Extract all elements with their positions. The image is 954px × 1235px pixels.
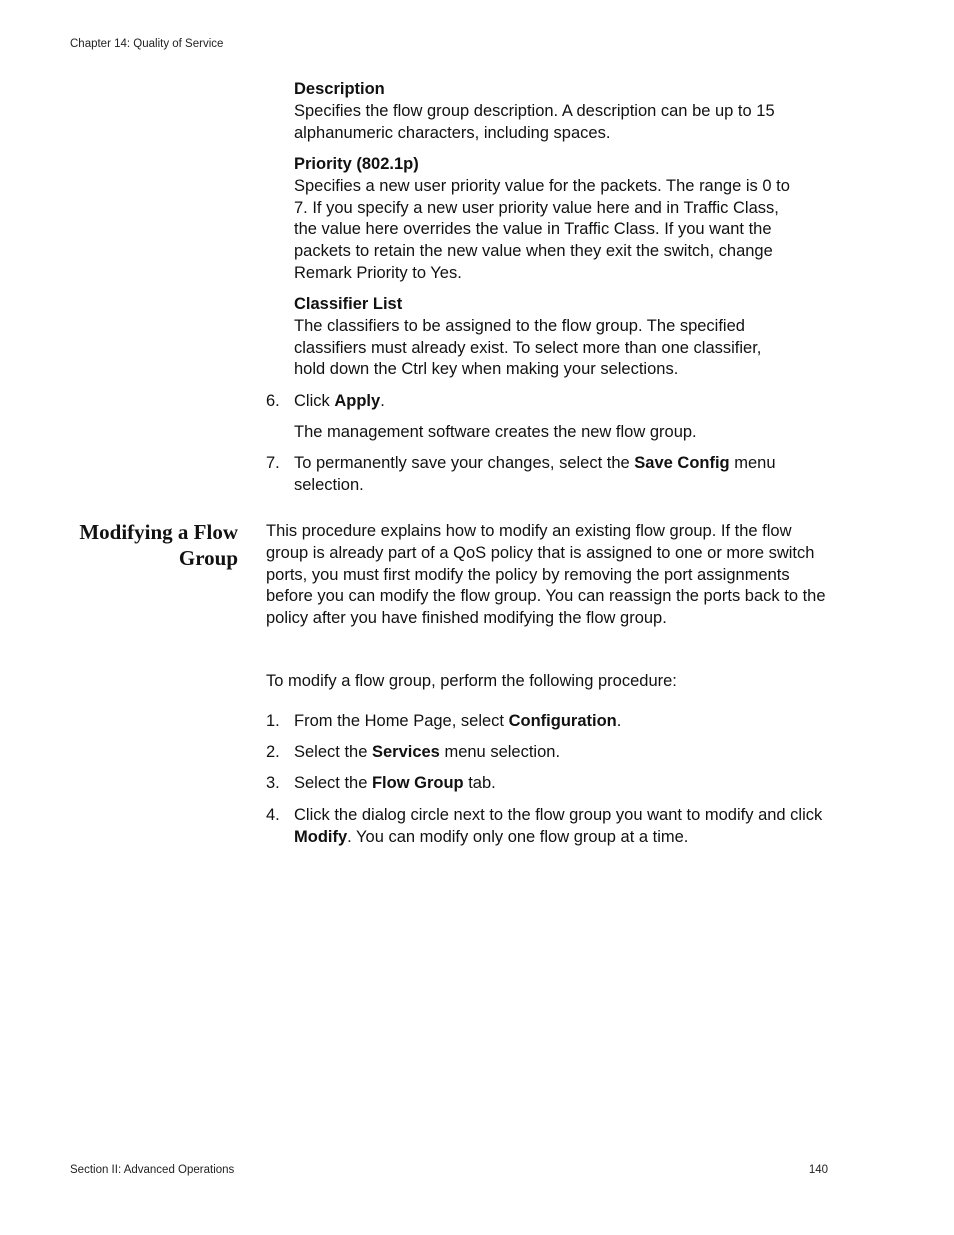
field-body: Specifies the flow group description. A description can be up to 15 alphanumeric characters, including spaces. [294, 101, 775, 142]
step-number: 4. [266, 806, 280, 824]
list-item-step-7 [266, 453, 836, 497]
intro-paragraph: This procedure explains how to modify an existing flow group. If the flow group is already part of a QoS policy that is assigned to one or more switch ports, you must first modify the policy by removing the port assignments before you can modify the flow group. You can reassign the ports back to the policy after you have finished modifying the flow group. [266, 522, 826, 628]
field-body: Specifies a new user priority value for the packets. The range is 0 to 7. If you specify a new user priority value here and in Traffic Class, the value here overrides the value in Traffic Class. If you want the packets to retain the new value when they exit the switch, change Remark Priority to Yes. [294, 176, 790, 282]
step-text: Select the Flow Group tab. [294, 774, 496, 792]
step-text: Select the Services menu selection. [294, 743, 561, 761]
step-note: The management software creates the new flow group. [294, 423, 697, 441]
step-text: To permanently save your changes, select the Save Config menu selection. [294, 454, 776, 494]
step-number: 2. [266, 743, 280, 761]
list-item-step-4 [266, 805, 836, 849]
section-heading: Modifying a Flow Group [79, 520, 238, 570]
running-footer: Section II: Advanced Operations [70, 1164, 235, 1176]
list-item-step-2 [266, 742, 836, 764]
step-number: 6. [266, 392, 280, 410]
field-title: Classifier List [294, 295, 403, 313]
list-item-step-6 [266, 391, 836, 413]
field-classifier-list [294, 294, 794, 381]
running-header: Chapter 14: Quality of Service [70, 38, 224, 50]
step-number: 3. [266, 774, 280, 792]
step-text: Click the dialog circle next to the flow group you want to modify and click Modify. You can modify only one flow group at a time. [294, 806, 823, 846]
step-text: From the Home Page, select Configuration. [294, 712, 622, 730]
field-title: Priority (802.1p) [294, 155, 419, 173]
lead-paragraph: To modify a flow group, perform the following procedure: [266, 672, 677, 690]
page-number: 140 [808, 1164, 828, 1176]
step-text: Click Apply. [294, 392, 385, 410]
list-item-step-3 [266, 773, 836, 795]
field-priority [294, 154, 804, 285]
field-title: Description [294, 80, 385, 98]
field-description [294, 79, 814, 144]
step-number: 7. [266, 454, 280, 472]
step-number: 1. [266, 712, 280, 730]
field-body: The classifiers to be assigned to the flow group. The specified classifiers must already exist. To select more than one classifier, hold down the Ctrl key when making your selections. [294, 316, 762, 379]
list-item-step-1 [266, 711, 836, 733]
